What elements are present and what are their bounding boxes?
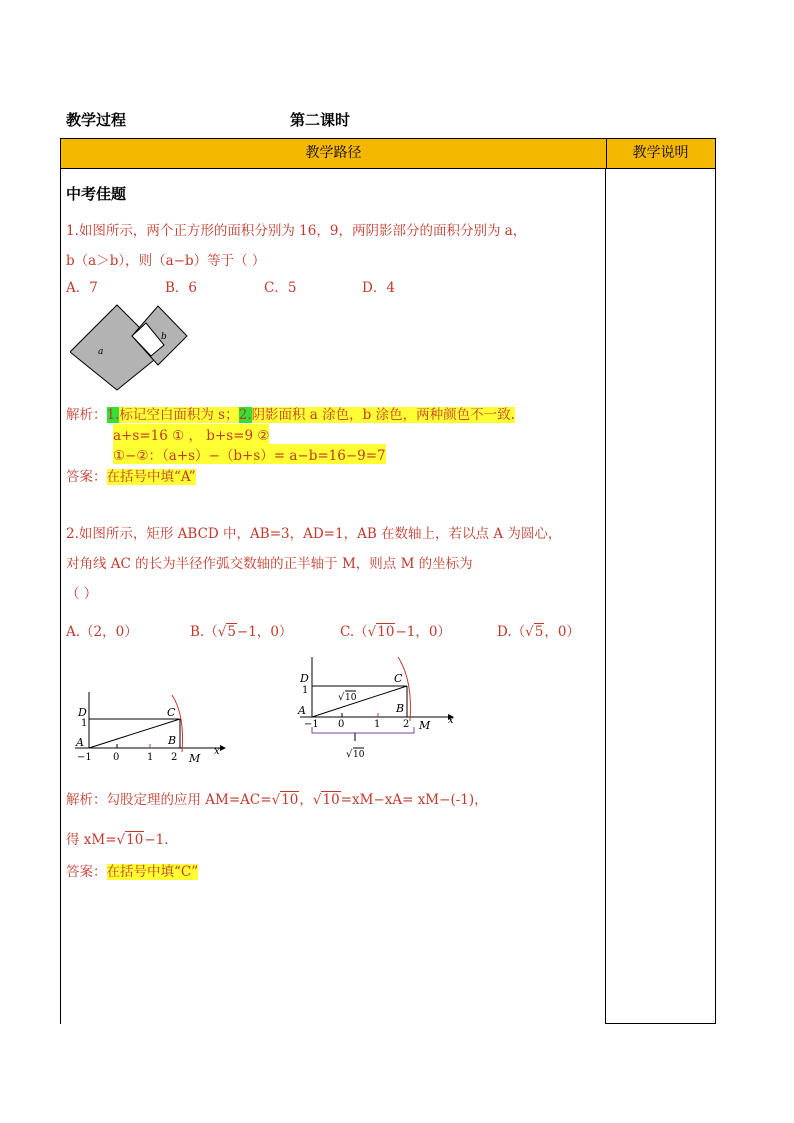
svg-text:x: x bbox=[214, 746, 220, 757]
svg-text:M: M bbox=[419, 719, 431, 732]
svg-text:1: 1 bbox=[302, 685, 309, 696]
col-side-header: 教学说明 bbox=[632, 145, 689, 161]
svg-text:√: √ bbox=[346, 749, 353, 760]
q2-sol-rad2: 10 bbox=[322, 792, 340, 808]
q2-sol-rad: 10 bbox=[281, 792, 299, 808]
q1-option-a: A．7 bbox=[66, 280, 98, 296]
q1-option-d: D．4 bbox=[362, 280, 395, 296]
fig-label-b: b bbox=[161, 332, 167, 342]
sqrt-icon: √5 bbox=[217, 624, 236, 640]
table-header bbox=[60, 138, 716, 169]
sqrt-icon: √10 bbox=[116, 832, 144, 848]
q2-optb-rad: 5 bbox=[227, 624, 236, 640]
col-divider bbox=[605, 169, 606, 1024]
svg-text:x: x bbox=[448, 715, 454, 726]
q2-optd-rad: 5 bbox=[534, 624, 544, 640]
svg-text:0: 0 bbox=[338, 719, 345, 730]
sqrt-icon: √10 bbox=[367, 624, 395, 640]
q2-optb-pre: B.（ bbox=[190, 624, 218, 640]
q2-sol2-rad: 10 bbox=[126, 832, 144, 848]
svg-text:1: 1 bbox=[81, 718, 88, 729]
svg-text:2: 2 bbox=[171, 752, 178, 763]
sqrt-icon: √10 bbox=[312, 792, 340, 808]
svg-text:A: A bbox=[76, 736, 84, 749]
svg-text:1: 1 bbox=[374, 719, 381, 730]
header-left: 教学过程 bbox=[66, 111, 127, 129]
q2-solution-line2 bbox=[66, 828, 169, 848]
q1-line1: 1.如图所示，两个正方形的面积分别为 16，9，两阴影部分的面积分别为 a， bbox=[66, 223, 527, 239]
q2-sol2-post: −1. bbox=[144, 832, 169, 848]
q2-line3: （ ） bbox=[66, 586, 98, 602]
q1-sol-eq2: ①−②：（a+s）−（b+s）= a−b=16−9=7 bbox=[113, 444, 386, 464]
svg-text:√: √ bbox=[338, 692, 345, 703]
q2-line2: 对角线 AC 的长为半径作弧交数轴的正半轴于 M，则点 M 的坐标为 bbox=[66, 556, 473, 572]
col-main-header: 教学路径 bbox=[61, 139, 607, 168]
svg-text:D: D bbox=[78, 706, 87, 719]
q2-figure-right bbox=[290, 655, 470, 765]
svg-text:C: C bbox=[394, 672, 403, 685]
q1-ans-prefix: 答案： bbox=[66, 469, 107, 485]
q1-solution-line1 bbox=[66, 403, 515, 423]
q1-line2: b（a＞b），则（a−b）等于（ ） bbox=[66, 253, 266, 269]
q1-sol-num1: 1. bbox=[106, 407, 120, 423]
q2-figure-left bbox=[70, 690, 230, 765]
svg-text:0: 0 bbox=[113, 752, 120, 763]
svg-text:B: B bbox=[396, 702, 405, 715]
q1-ans-text: 在括号中填“A” bbox=[106, 469, 196, 485]
q1-answer bbox=[66, 465, 196, 485]
q2-ans-prefix: 答案： bbox=[66, 864, 107, 880]
left-border bbox=[60, 169, 61, 1024]
q2-optc-pre: C.（ bbox=[340, 624, 368, 640]
q2-optc-rad: 10 bbox=[377, 624, 395, 640]
side-bottom-border bbox=[605, 1023, 716, 1024]
q2-optd-pre: D.（ bbox=[497, 624, 526, 640]
q2-answer bbox=[66, 860, 198, 880]
q1-sol-eq1: a+s=16 ① ， b+s=9 ② bbox=[113, 424, 269, 444]
svg-text:2: 2 bbox=[403, 719, 410, 730]
q2-option-d bbox=[497, 620, 580, 640]
q2-line1: 2.如图所示，矩形 ABCD 中，AB=3，AD=1，AB 在数轴上，若以点 A 为圆心， bbox=[66, 526, 562, 542]
svg-text:10: 10 bbox=[353, 750, 365, 760]
q1-sol-prefix: 解析： bbox=[66, 407, 107, 423]
q2-sol-end: =xM−xA= xM−(-1)， bbox=[340, 792, 488, 808]
q2-option-c bbox=[340, 620, 451, 640]
q1-sol-text1: 标记空白面积为 s； bbox=[119, 407, 239, 423]
lesson-table bbox=[60, 138, 716, 1024]
fig-label-a: a bbox=[98, 347, 104, 357]
q1-option-c: C．5 bbox=[264, 280, 297, 296]
section-title: 中考佳题 bbox=[66, 185, 127, 203]
svg-text:D: D bbox=[300, 672, 309, 685]
sqrt-icon: √5 bbox=[525, 624, 544, 640]
q1-sol-num2: 2. bbox=[238, 407, 252, 423]
q2-sol-mid: ， bbox=[299, 792, 313, 808]
q2-optb-post: −1，0） bbox=[236, 624, 293, 640]
svg-text:M: M bbox=[189, 752, 201, 765]
q2-sol2-pre: 得 xM= bbox=[66, 832, 117, 848]
sqrt-icon: √10 bbox=[271, 792, 299, 808]
svg-text:10: 10 bbox=[345, 693, 357, 703]
svg-text:−1: −1 bbox=[304, 719, 319, 730]
svg-text:1: 1 bbox=[147, 752, 154, 763]
q2-sol-prefix: 解析：勾股定理的应用 AM=AC= bbox=[66, 792, 272, 808]
svg-text:A: A bbox=[298, 704, 306, 717]
q2-optd-post: ，0） bbox=[544, 624, 580, 640]
svg-text:−1: −1 bbox=[77, 752, 92, 763]
q1-sol-text2: 阴影面积 a 涂色，b 涂色，两种颜色不一致. bbox=[251, 407, 515, 423]
q2-option-a: A.（2，0） bbox=[66, 624, 138, 640]
q2-ans-text: 在括号中填“C” bbox=[106, 864, 199, 880]
svg-text:B: B bbox=[168, 734, 177, 747]
q2-solution-line1 bbox=[66, 788, 488, 808]
svg-text:C: C bbox=[167, 706, 176, 719]
q1-option-b: B．6 bbox=[165, 280, 198, 296]
header-center: 第二课时 bbox=[290, 111, 351, 129]
right-border bbox=[715, 169, 716, 1024]
q2-optc-post: −1，0） bbox=[395, 624, 451, 640]
q1-squares-figure bbox=[70, 303, 190, 393]
q2-option-b bbox=[190, 620, 292, 640]
